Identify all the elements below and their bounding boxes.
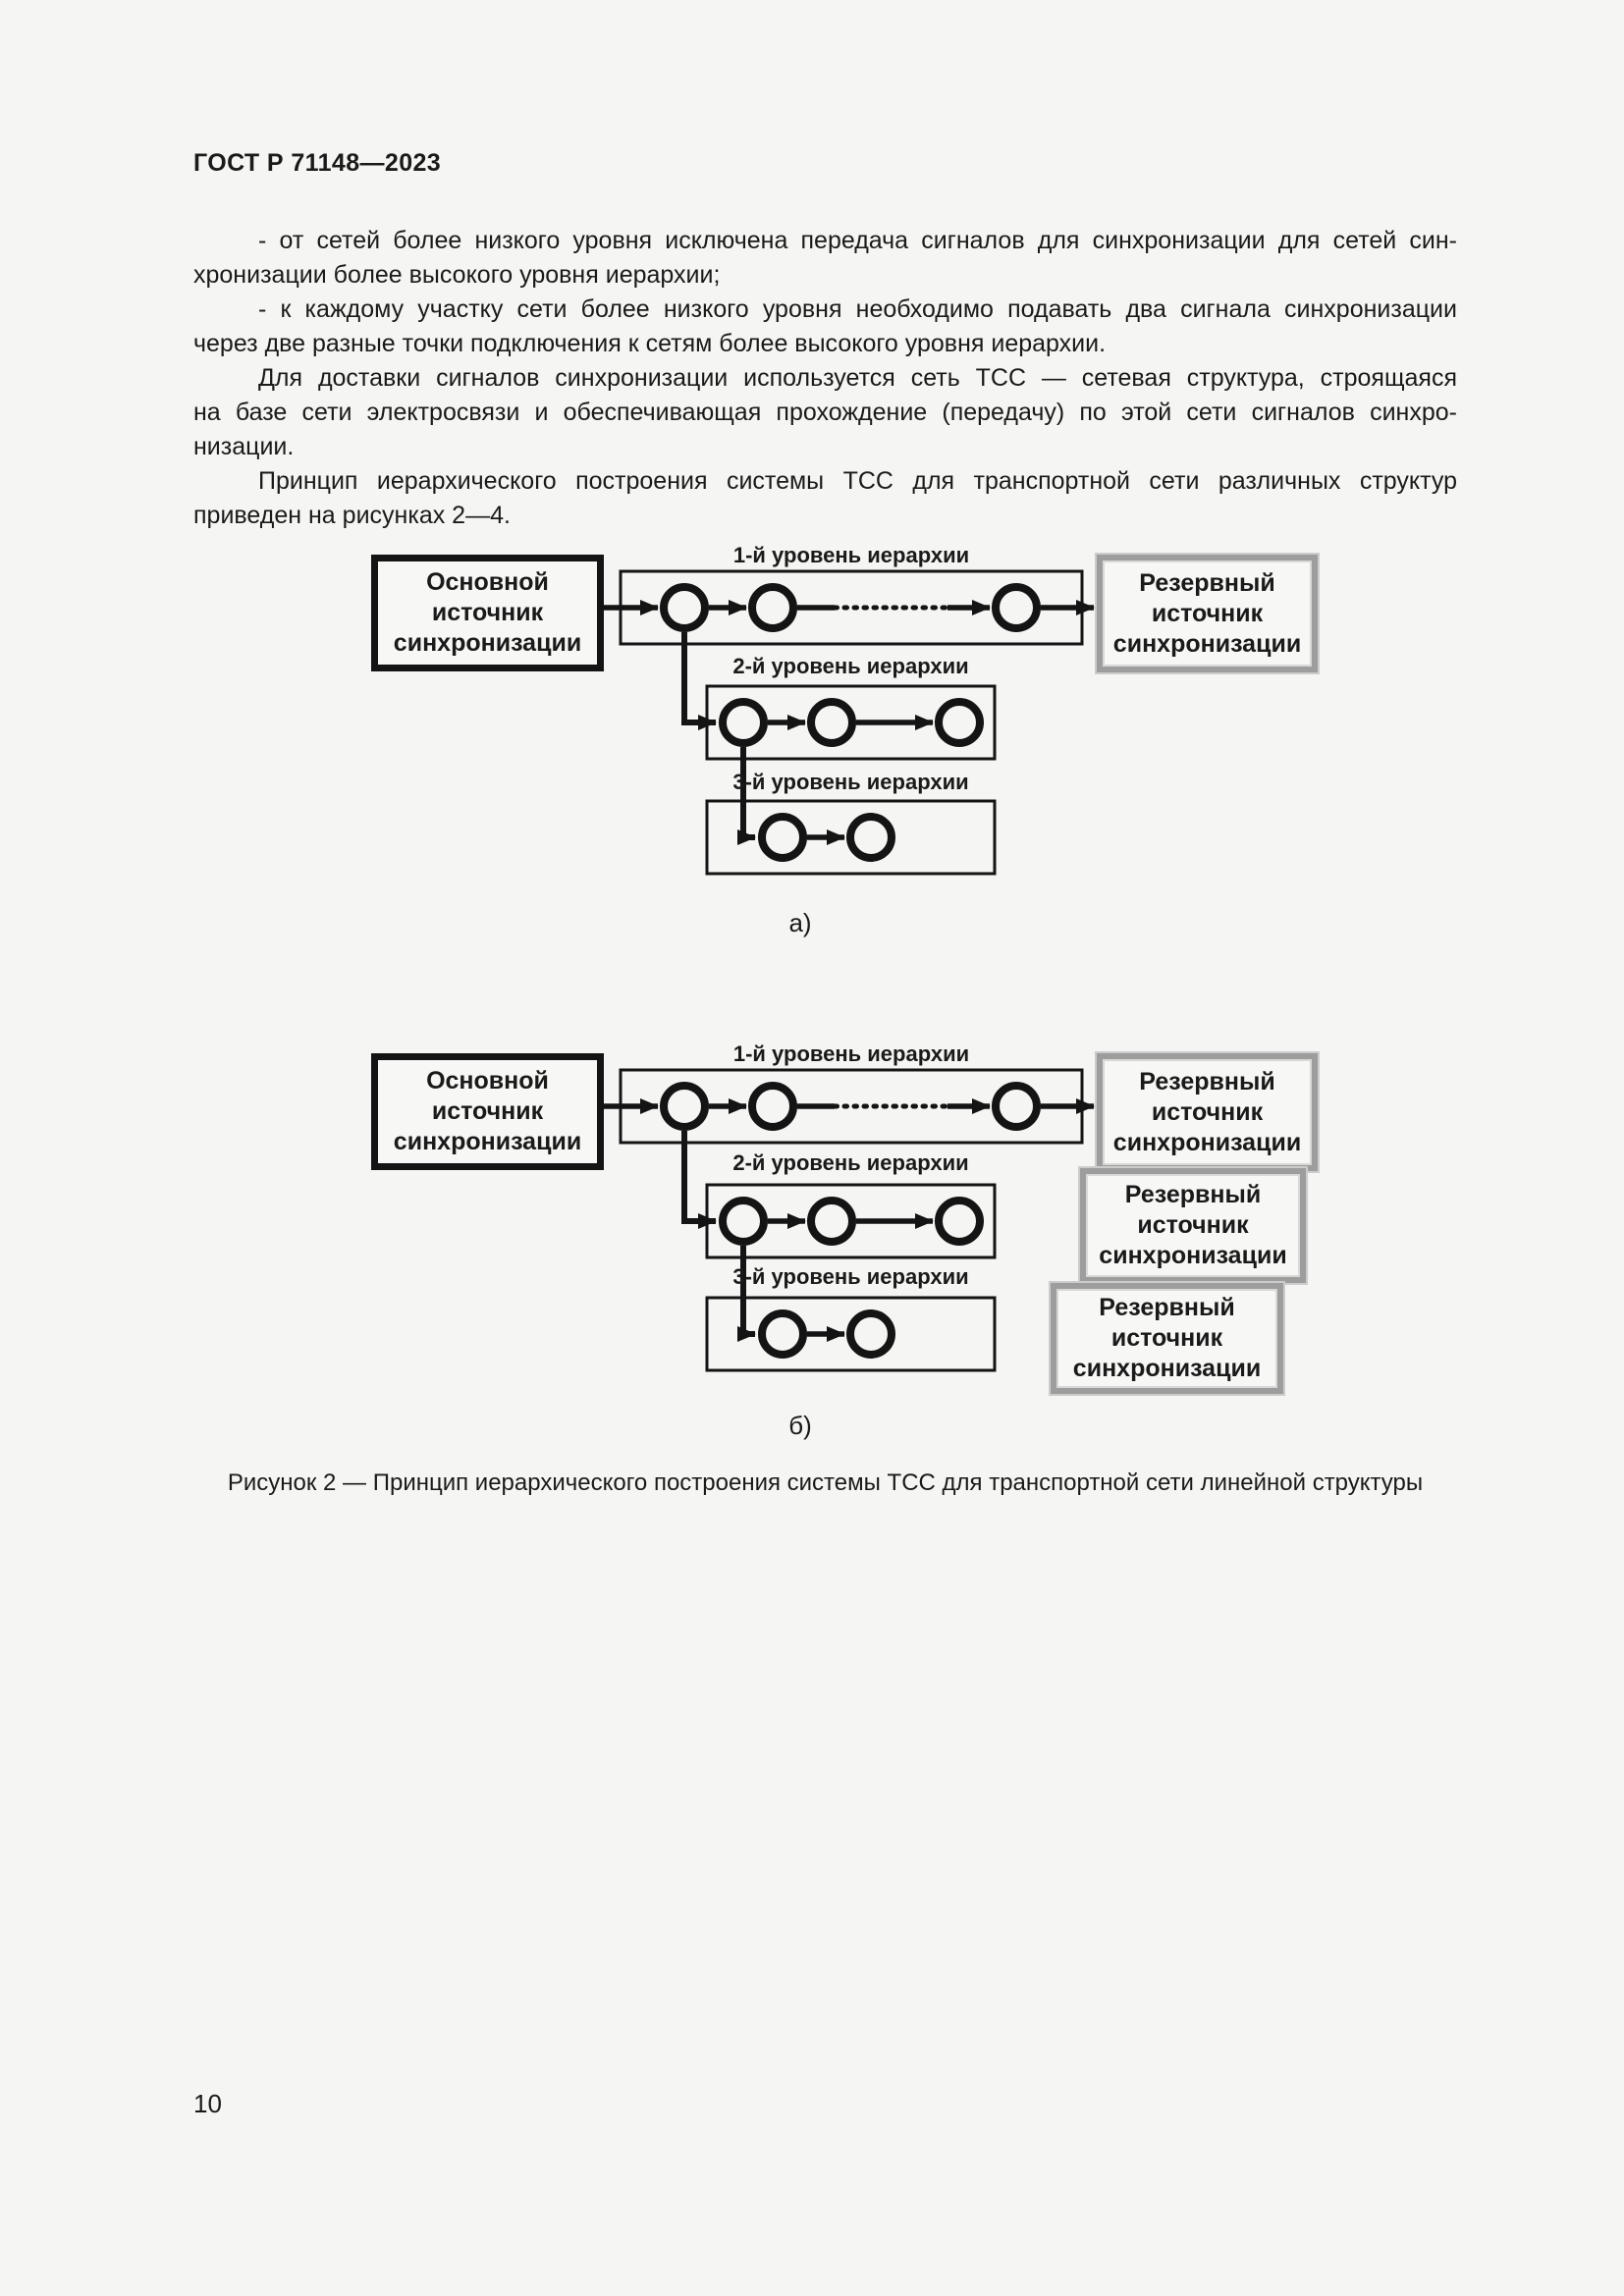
reserve-source-label: Резервный источник синхронизации	[1099, 1181, 1287, 1269]
node-circle	[762, 1313, 803, 1355]
text-line: Для доставки сигналов синхронизации используется сеть ТСС — сетевая структура, строящаяся	[258, 364, 1457, 392]
node-circle	[664, 587, 705, 628]
text-line: хронизации более высокого уровня иерархии;	[193, 261, 721, 289]
node-circle	[752, 587, 793, 628]
node-circle	[850, 817, 892, 858]
figure-diagram-a	[353, 535, 1335, 952]
node-circle	[723, 1201, 764, 1242]
main-source-label: Основной источник синхронизации	[393, 1067, 582, 1155]
level-2-label: 2-й уровень иерархии	[732, 654, 969, 678]
figure-diagram-b	[353, 1026, 1335, 1463]
text-line: на базе сети электросвязи и обеспечивающая прохождение (передачу) по этой сети сигналов синхро-	[193, 399, 1457, 426]
node-circle	[723, 702, 764, 743]
reserve-source-box-1	[1097, 1053, 1318, 1171]
reserve-source-label: Резервный источник синхронизации	[1072, 1294, 1262, 1382]
text-line: - от сетей более низкого уровня исключена передача сигналов для синхронизации для сетей син-	[258, 227, 1457, 254]
document-number: ГОСТ Р 71148—2023	[193, 149, 442, 177]
text-line: низации.	[193, 433, 295, 460]
text-line: через две разные точки подключения к сетям более высокого уровня иерархии.	[193, 330, 1107, 357]
body-text	[193, 224, 1457, 533]
level-1-label: 1-й уровень иерархии	[732, 1041, 970, 1066]
level-3-label: 3-й уровень иерархии	[732, 770, 969, 794]
drop-arrow	[684, 1131, 716, 1221]
main-source-box	[371, 555, 604, 671]
figure-caption: Рисунок 2 — Принцип иерархического построения системы ТСС для транспортной сети линейной структуры	[227, 1469, 1424, 1496]
main-source-box	[371, 1053, 604, 1170]
node-circle	[752, 1086, 793, 1127]
node-circle	[996, 1086, 1037, 1127]
node-circle	[762, 817, 803, 858]
reserve-source-label: Резервный источник синхронизации	[1112, 1067, 1302, 1156]
text-line: приведен на рисунках 2—4.	[193, 502, 511, 529]
page-number: 10	[193, 2089, 222, 2118]
reserve-source-box-2	[1080, 1168, 1306, 1283]
reserve-source-label: Резервный источник синхронизации	[1112, 568, 1302, 658]
level-2-label: 2-й уровень иерархии	[732, 1150, 969, 1175]
reserve-source-box-3	[1051, 1283, 1283, 1394]
reserve-source-box-1	[1097, 555, 1318, 672]
text-line: - к каждому участку сети более низкого уровня необходимо подавать два сигнала синхронизации	[258, 295, 1457, 323]
node-circle	[939, 702, 980, 743]
node-circle	[811, 1201, 852, 1242]
node-circle	[850, 1313, 892, 1355]
sublabel-a: а)	[788, 908, 812, 937]
level-3-label: 3-й уровень иерархии	[732, 1264, 969, 1289]
sublabel-b: б)	[788, 1411, 812, 1440]
node-circle	[939, 1201, 980, 1242]
node-circle	[811, 702, 852, 743]
node-circle	[664, 1086, 705, 1127]
text-line: Принцип иерархического построения системы ТСС для транспортной сети различных структур	[258, 467, 1457, 495]
level-1-label: 1-й уровень иерархии	[732, 543, 970, 567]
node-circle	[996, 587, 1037, 628]
main-source-label: Основной источник синхронизации	[393, 568, 582, 657]
